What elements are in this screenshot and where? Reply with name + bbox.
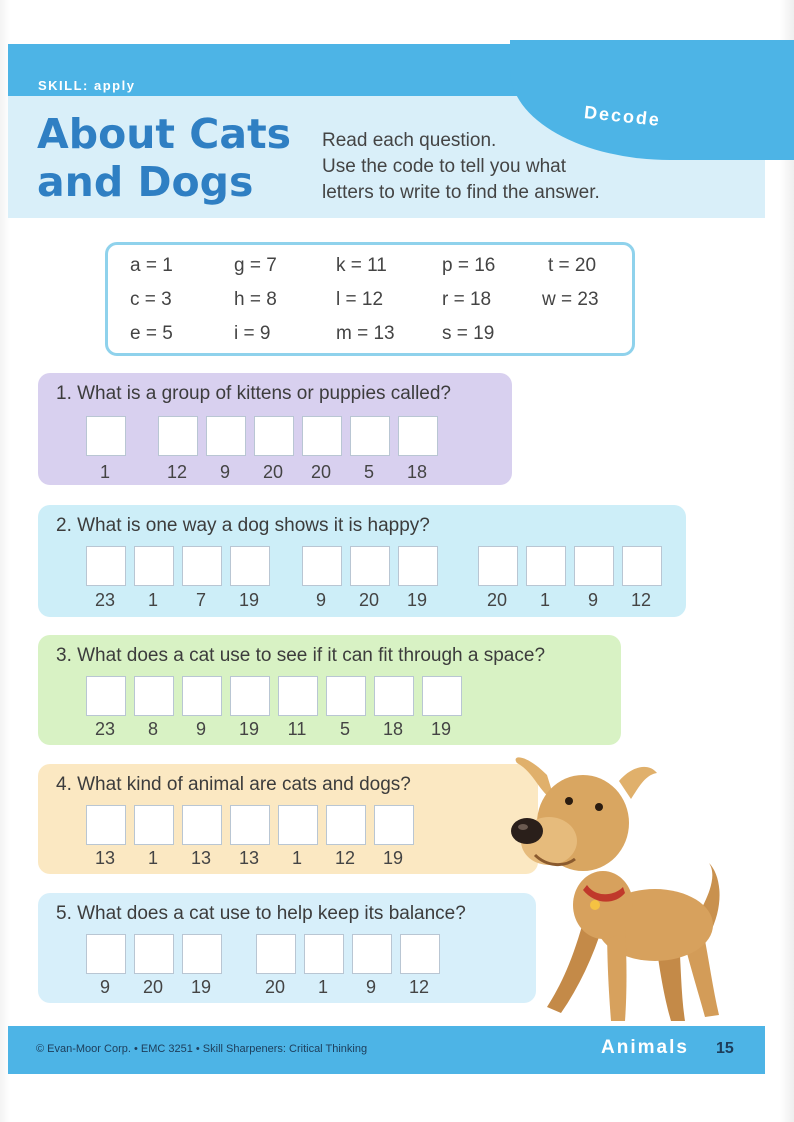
question-text: 5. What does a cat use to help keep its balance? <box>56 903 466 924</box>
answer-box[interactable] <box>206 416 246 456</box>
answer-box[interactable] <box>86 934 126 974</box>
answer-box[interactable] <box>574 546 614 586</box>
answer-box[interactable] <box>350 416 390 456</box>
answer-box[interactable] <box>134 546 174 586</box>
answer-box[interactable] <box>230 676 270 716</box>
page-title <box>37 110 307 206</box>
code-number: 5 <box>339 719 350 739</box>
code-entry: h = 8 <box>234 289 277 310</box>
code-number: 11 <box>287 719 307 739</box>
answer-box[interactable] <box>256 934 296 974</box>
answer-box[interactable] <box>86 416 126 456</box>
code-number: 20 <box>486 590 508 610</box>
answer-box[interactable] <box>478 546 518 586</box>
code-entry: e = 5 <box>130 323 173 344</box>
code-entry: t = 20 <box>548 255 597 276</box>
code-entry: w = 23 <box>542 289 599 310</box>
answer-box[interactable] <box>278 805 318 845</box>
code-number: 13 <box>94 848 116 868</box>
code-number: 20 <box>264 977 286 997</box>
decode-label: Decode <box>583 102 662 130</box>
answer-box[interactable] <box>622 546 662 586</box>
answer-box[interactable] <box>374 676 414 716</box>
code-entry: c = 3 <box>130 289 172 310</box>
question-text: 1. What is a group of kittens or puppies called? <box>56 383 452 404</box>
copyright: © Evan-Moor Corp. • EMC 3251 • Skill Sharpeners: Critical Thinking <box>36 1043 368 1055</box>
question-2 <box>38 505 686 617</box>
code-number: 19 <box>406 590 428 610</box>
code-number: 9 <box>195 719 206 739</box>
code-number: 7 <box>195 590 206 610</box>
code-number: 19 <box>238 590 260 610</box>
code-number: 9 <box>365 977 376 997</box>
code-number: 20 <box>262 462 284 482</box>
answer-box[interactable] <box>398 416 438 456</box>
code-number: 13 <box>190 848 212 868</box>
answer-box[interactable] <box>134 934 174 974</box>
code-number: 12 <box>630 590 652 610</box>
page-number: 15 <box>716 1040 734 1057</box>
answer-box[interactable] <box>350 546 390 586</box>
answer-box[interactable] <box>304 934 344 974</box>
code-entry: p = 16 <box>442 255 496 276</box>
question-text: 4. What kind of animal are cats and dogs? <box>56 774 411 795</box>
code-number: 9 <box>99 977 110 997</box>
code-number: 1 <box>147 848 158 868</box>
code-number: 23 <box>94 590 116 610</box>
code-number: 12 <box>334 848 356 868</box>
section-name: Animals <box>601 1037 689 1058</box>
answer-box[interactable] <box>326 676 366 716</box>
answer-box[interactable] <box>230 805 270 845</box>
code-number: 12 <box>408 977 430 997</box>
code-entry: r = 18 <box>442 289 492 310</box>
code-number: 19 <box>238 719 260 739</box>
code-entry: s = 19 <box>442 323 495 344</box>
skill-label: SKILL: apply <box>38 78 136 93</box>
title-line-2: and Dogs <box>37 158 254 206</box>
answer-box[interactable] <box>182 934 222 974</box>
code-number: 12 <box>166 462 188 482</box>
question-text: 3. What does a cat use to see if it can fit through a space? <box>56 645 546 666</box>
instructions <box>322 128 682 206</box>
code-number: 18 <box>406 462 428 482</box>
code-number: 1 <box>291 848 302 868</box>
code-number: 9 <box>219 462 230 482</box>
code-number: 1 <box>99 462 110 482</box>
answer-box[interactable] <box>302 546 342 586</box>
answer-box[interactable] <box>134 805 174 845</box>
answer-box[interactable] <box>400 934 440 974</box>
code-entry: k = 11 <box>336 255 387 276</box>
answer-box[interactable] <box>182 805 222 845</box>
code-number: 23 <box>94 719 116 739</box>
code-number: 20 <box>142 977 164 997</box>
code-number: 19 <box>382 848 404 868</box>
answer-box[interactable] <box>254 416 294 456</box>
code-number: 5 <box>363 462 374 482</box>
answer-box[interactable] <box>326 805 366 845</box>
answer-box[interactable] <box>526 546 566 586</box>
code-number: 1 <box>539 590 550 610</box>
dog-illustration <box>495 745 735 1030</box>
answer-box[interactable] <box>86 805 126 845</box>
instruction-line-1: Read each question. <box>322 130 497 151</box>
question-text: 2. What is one way a dog shows it is happy? <box>56 515 430 536</box>
code-entry: l = 12 <box>336 289 384 310</box>
code-entry: m = 13 <box>336 323 395 344</box>
code-number: 13 <box>238 848 260 868</box>
answer-box[interactable] <box>86 676 126 716</box>
answer-box[interactable] <box>158 416 198 456</box>
code-number: 18 <box>382 719 404 739</box>
answer-box[interactable] <box>230 546 270 586</box>
code-entry: i = 9 <box>234 323 271 344</box>
question-3 <box>38 635 621 745</box>
answer-box[interactable] <box>398 546 438 586</box>
code-number: 19 <box>190 977 212 997</box>
code-number: 9 <box>315 590 326 610</box>
answer-box[interactable] <box>182 546 222 586</box>
code-number: 1 <box>317 977 328 997</box>
code-number: 20 <box>358 590 380 610</box>
code-key <box>105 242 635 356</box>
code-number: 1 <box>147 590 158 610</box>
question-1 <box>38 373 512 485</box>
answer-box[interactable] <box>352 934 392 974</box>
answer-box[interactable] <box>134 676 174 716</box>
code-entry: g = 7 <box>234 255 277 276</box>
code-number: 8 <box>147 719 158 739</box>
instruction-line-2: Use the code to tell you what <box>322 156 566 177</box>
code-number: 19 <box>430 719 452 739</box>
code-number: 9 <box>587 590 598 610</box>
question-4 <box>38 764 538 874</box>
answer-box[interactable] <box>374 805 414 845</box>
answer-box[interactable] <box>182 676 222 716</box>
question-5 <box>38 893 536 1003</box>
code-number: 20 <box>310 462 332 482</box>
code-entry: a = 1 <box>130 255 173 276</box>
answer-box[interactable] <box>86 546 126 586</box>
answer-box[interactable] <box>422 676 462 716</box>
title-line-1: About Cats <box>37 110 292 158</box>
answer-box[interactable] <box>302 416 342 456</box>
instruction-line-3: letters to write to find the answer. <box>322 182 600 203</box>
answer-box[interactable] <box>278 676 318 716</box>
